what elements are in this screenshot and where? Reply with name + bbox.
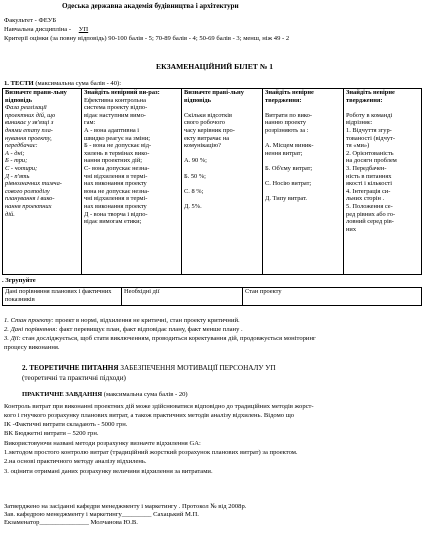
group-cell-comparison: [2, 287, 122, 306]
test-line: 2. Орієнтованість: [346, 149, 394, 157]
group-cell-state: [242, 287, 422, 306]
practice-line: BK Бюджетні витрати – 5200 грн.: [4, 430, 99, 437]
group-cell-state-text: Стан проекту: [245, 288, 282, 295]
test-line: 1. Відчуття згур-: [346, 126, 392, 134]
test-line: С. Носію витрат;: [265, 180, 312, 188]
test-line: комунікацію?: [184, 142, 221, 150]
test-line: [184, 195, 260, 203]
test-line: Д. 5%.: [184, 202, 202, 210]
test-line: [265, 157, 341, 165]
group-heading: . Згрупуйте: [2, 277, 36, 284]
test-line: тованості (відчут-: [346, 134, 395, 142]
test-line: Фаза реалізації: [5, 104, 47, 112]
test-line: С. 8 %;: [184, 187, 204, 195]
test-line: [184, 150, 260, 158]
group-cell-actions: [121, 287, 243, 306]
test-line: [184, 165, 260, 173]
test-line: свого робочого: [184, 119, 225, 127]
group-note-2: 2. Дані порівняння: факт перевищує план, факт відповідає плану, факт менше плану .: [4, 326, 243, 333]
test-line: хилень в термінах вико-: [84, 149, 150, 157]
practice-line: кого і гнучкого розрахунку планових витрат, а також практичних методів аналізу відхилень. Відомо що: [4, 412, 295, 419]
test-line: Б. 50 %;: [184, 172, 206, 180]
ticket-title: ЕКЗАМЕНАЦІЙНИЙ БІЛЕТ № 1: [156, 62, 274, 71]
test-line: чні відхилення в термі-: [84, 172, 148, 180]
test-column-1: [2, 88, 82, 275]
footer-examiner: Екзаменатор_______________ Молчанова Ю.В.: [4, 519, 138, 526]
test-line: на досягн проблем: [346, 157, 397, 165]
test-line: проектних дій, що: [5, 111, 56, 119]
test-line: С- вона допускає незна-: [84, 164, 150, 172]
discipline-value: УП: [78, 26, 89, 33]
test-line: [265, 135, 341, 143]
test-line: відає вимогам етики;: [84, 218, 142, 226]
practice-line: 1.методом простого контролю витрат (традиційний жорсткий розрахунок планових витрат) за проектом.: [4, 449, 298, 456]
test-column-3-title: Визначте праві-льну відповідь: [184, 89, 244, 104]
test-line: Витрати по вико-: [265, 111, 312, 119]
practice-line: IK -Фактичні витрати складають - 5000 грн.: [4, 421, 128, 428]
test-line: ред рівних або го-: [346, 210, 396, 218]
group-note-1: 1. Стан проекту: проект в нормі, відхилення не критичні, стан проекту критичний.: [4, 317, 240, 324]
test-column-3-body: [184, 104, 260, 210]
faculty-line: Факультет - ФЕУБ: [4, 17, 57, 24]
test-line: ловний серед рів-: [346, 218, 394, 226]
test-column-4-title: Знайдіть невірне твердження:: [265, 89, 314, 104]
test-line: 5. Положення се-: [346, 202, 393, 210]
test-line: гам:: [84, 119, 96, 127]
test-column-5-body: [346, 104, 419, 233]
test-line: [346, 104, 419, 112]
test-line: вона не допускає незна-: [84, 187, 150, 195]
discipline-label: Навчальна дисципліна -: [4, 26, 72, 33]
test-line: розрізняють за :: [265, 126, 309, 134]
test-line: Б - три;: [5, 157, 28, 165]
test-line: передбачає:: [5, 142, 38, 150]
test-line: С - чотири;: [5, 164, 38, 172]
footer-department-head: Зав. кафедрою менеджменту і маркетингу_________ Сахацький М.П.: [4, 511, 199, 518]
test-line: [265, 104, 341, 112]
test-line: екту витрачає на: [184, 134, 230, 142]
test-line: виникає у зв'язці з: [5, 119, 54, 127]
test-line: [265, 173, 341, 181]
tests-heading-bold: 1. ТЕСТИ: [4, 80, 34, 87]
criteria-line: Критерії оцінки (за повну відповідь) 90-100 балів - 5; 70-89 балів - 4; 50-69 балів - 3; менш, ніж 49 - 2: [4, 35, 290, 42]
test-line: нення витрат;: [265, 149, 303, 157]
test-line: рівнозначних тимча-: [5, 180, 62, 188]
discipline-line: [4, 26, 88, 34]
test-line: Б - вона не допускає від-: [84, 142, 152, 150]
test-line: Д - п'ять: [5, 172, 30, 180]
test-line: часу керівник про-: [184, 126, 235, 134]
test-column-5: [343, 88, 422, 275]
theory-question: 2. ТЕОРЕТИЧНЕ ПИТАННЯ ЗАБЕЗПЕЧЕННЯ МОТИВАЦІЇ ПЕРСОНАЛУ УП: [22, 364, 276, 372]
test-column-2: [81, 88, 182, 275]
test-line: система проекту відпо-: [84, 104, 148, 112]
theory-subtitle: (теоретичні та практичні підходи): [22, 374, 126, 382]
practice-line: 2.на основі практичного методу аналізу відхилень.: [4, 458, 147, 465]
test-line: Скільки відсоткiв: [184, 111, 233, 119]
group-note-3: 3. Дії: стан досліджується, щоб стати виключенням, проводиться коректування дій, продовжується моніторинг: [4, 335, 316, 342]
test-line: [265, 188, 341, 196]
group-cell-actions-text: Необхідні дії: [124, 288, 160, 295]
practice-line: 3. оцінити отримані даних розрахунку величини відхилення за витратами.: [4, 468, 213, 475]
test-line: відрізняє:: [346, 119, 373, 127]
test-line: дій.: [5, 210, 15, 218]
test-line: А - вона адаптивна і: [84, 126, 140, 134]
test-column-1-title: Визначте прави-льну відповідь: [5, 89, 67, 104]
test-line: сового розподілу: [5, 187, 50, 195]
group-note-4: процесу виконання.: [4, 344, 60, 351]
tests-heading: [4, 80, 121, 88]
test-line: [184, 180, 260, 188]
test-line: планування і вико-: [5, 195, 55, 203]
test-line: якості і кількості: [346, 180, 392, 188]
test-line: 3. Передбачен-: [346, 164, 387, 172]
test-line: Роботу в команді: [346, 111, 393, 119]
test-column-4: [262, 88, 344, 275]
test-line: ність в питаннях: [346, 172, 392, 180]
test-line: нах виконання проекту: [84, 202, 147, 210]
test-line: чні відхилення в термі-: [84, 195, 148, 203]
test-line: Ефективна контрольна: [84, 96, 146, 104]
test-column-4-body: [265, 104, 341, 203]
practice-line: Контроль витрат при виконанні проектних дій може здійснюватися відповідно до традиційних методів жорст-: [4, 403, 314, 410]
practice-heading: ПРАКТИЧНЕ ЗАВДАННЯ (максимальна сума балів - 20): [22, 391, 188, 398]
test-line: тя «ми»): [346, 142, 370, 150]
tests-heading-rest: (максимальна сума балів - 40):: [35, 80, 122, 87]
academy-title: Одеська державна академія будівництва і архітектури: [62, 2, 239, 10]
test-line: нання проектних дій;: [84, 157, 143, 165]
test-line: [184, 104, 260, 112]
test-line: нування проекту,: [5, 134, 52, 142]
test-column-5-title: Знайдіть невірне твердження:: [346, 89, 395, 104]
test-line: нах виконання проекту: [84, 180, 147, 188]
test-line: них: [346, 225, 357, 233]
test-line: Д. Типу витрат.: [265, 195, 308, 203]
test-line: днями етапу пла-: [5, 126, 53, 134]
test-column-3: [181, 88, 263, 275]
test-line: А. 90 %;: [184, 157, 207, 165]
test-line: 4. Інтеграція си-: [346, 187, 391, 195]
test-line: Д - вона творча і відпо-: [84, 210, 148, 218]
test-line: А. Місцем виник-: [265, 142, 314, 150]
test-line: льних сторін .: [346, 195, 385, 203]
test-line: швидко реагує на зміни;: [84, 134, 151, 142]
test-line: відає наступним вимо-: [84, 111, 146, 119]
test-column-2-body: [84, 97, 179, 226]
group-cell-comparison-text: Дані порівняння планових і фактичних показників: [5, 288, 112, 303]
test-line: нання проектних: [5, 202, 52, 210]
footer-approved: Затверджено на засіданні кафедри менеджменту і маркетингу . Протокол № від 2008р.: [4, 503, 247, 510]
test-column-1-body: [5, 104, 79, 218]
test-line: Б. Об'єму витрат;: [265, 164, 313, 172]
practice-line: Використовуючи названі методи розрахунку визначте відхилення GA:: [4, 440, 201, 447]
test-line: нанню проекту: [265, 119, 307, 127]
test-line: А - дні;: [5, 149, 25, 157]
test-column-2-title: Знайдіть невірний ви-раз:: [84, 89, 160, 96]
